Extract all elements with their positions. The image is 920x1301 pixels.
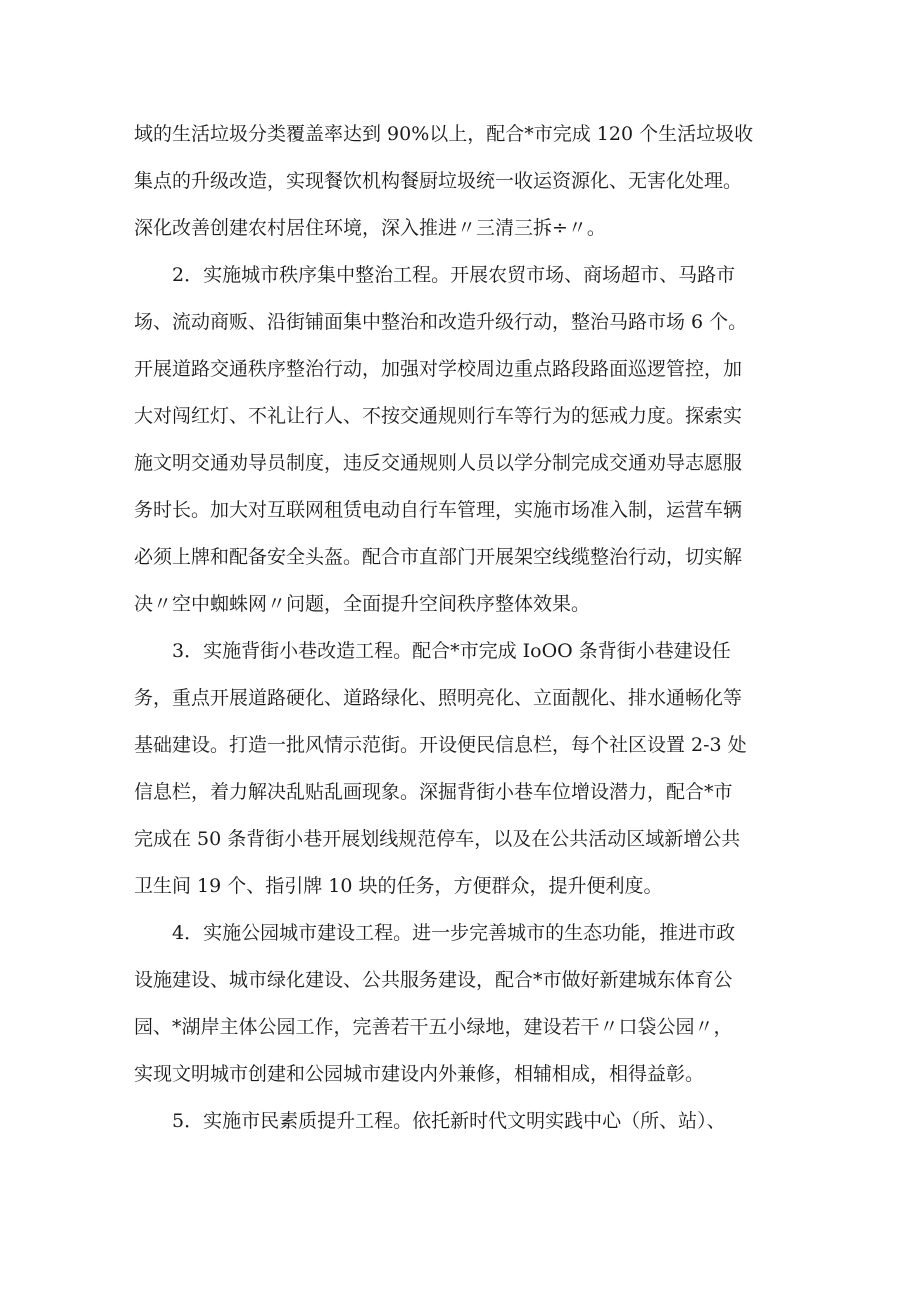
text-line: 园、*湖岸主体公园工作，完善若干五小绿地，建设若干〃口袋公园〃， [134,1016,733,1038]
paragraph-urban-order [134,252,782,628]
text-line: 开展道路交通秩序整治行动，加强对学校周边重点路段路面巡逻管控，加 [134,358,743,380]
text-line: 3．实施背街小巷改造工程。配合*市完成 IoOO 条背街小巷建设任 [172,640,731,662]
text-line: 5．实施市民素质提升工程。依托新时代文明实践中心（所、站）、 [172,1110,726,1132]
text-line: 集点的升级改造，实现餐饮机构餐厨垃圾统一收运资源化、无害化处理。 [134,170,743,192]
paragraph-household-waste [134,111,782,252]
text-line: 域的生活垃圾分类覆盖率达到 90%以上，配合*市完成 120 个生活垃圾收 [134,123,754,145]
text-line: 实现文明城市创建和公园城市建设内外兼修，相辅相成，相得益彰。 [134,1063,705,1085]
text-line: 施文明交通劝导员制度，违反交通规则人员以学分制完成交通劝导志愿服 [134,452,743,474]
paragraph-back-street [134,628,782,910]
text-line: 必须上牌和配备安全头盔。配合市直部门开展架空线缆整治行动，切实解 [134,546,743,568]
text-line: 2．实施城市秩序集中整治工程。开展农贸市场、商场超市、马路市 [172,264,736,286]
text-line: 卫生间 19 个、指引牌 10 块的任务，方便群众，提升便利度。 [134,875,663,897]
text-line: 深化改善创建农村居住环境，深入推进〃三清三拆÷〃。 [134,217,606,239]
text-line: 4．实施公园城市建设工程。进一步完善城市的生态功能，推进市政 [172,922,736,944]
text-line: 信息栏，着力解决乱贴乱画现象。深掘背街小巷车位增设潜力，配合*市 [134,781,733,803]
text-line: 决〃空中蜘蛛网〃问题，全面提升空间秩序整体效果。 [134,593,591,615]
paragraph-park-city [134,910,782,1098]
text-line: 务时长。加大对互联网租赁电动自行车管理，实施市场准入制，运营车辆 [134,499,743,521]
paragraph-citizen-quality [134,1098,782,1145]
text-line: 完成在 50 条背街小巷开展划线规范停车，以及在公共活动区域新增公共 [134,828,741,850]
text-line: 基础建设。打造一批风情示范街。开设便民信息栏，每个社区设置 2-3 处 [134,734,747,756]
text-line: 设施建设、城市绿化建设、公共服务建设，配合*市做好新建城东体育公 [134,969,733,991]
text-line: 场、流动商贩、沿街铺面集中整治和改造升级行动，整治马路市场 6 个。 [134,311,748,333]
text-line: 务，重点开展道路硬化、道路绿化、照明亮化、立面靓化、排水通畅化等 [134,687,743,709]
text-line: 大对闯红灯、不礼让行人、不按交通规则行车等行为的惩戒力度。探索实 [134,405,743,427]
document-body [134,111,782,1145]
